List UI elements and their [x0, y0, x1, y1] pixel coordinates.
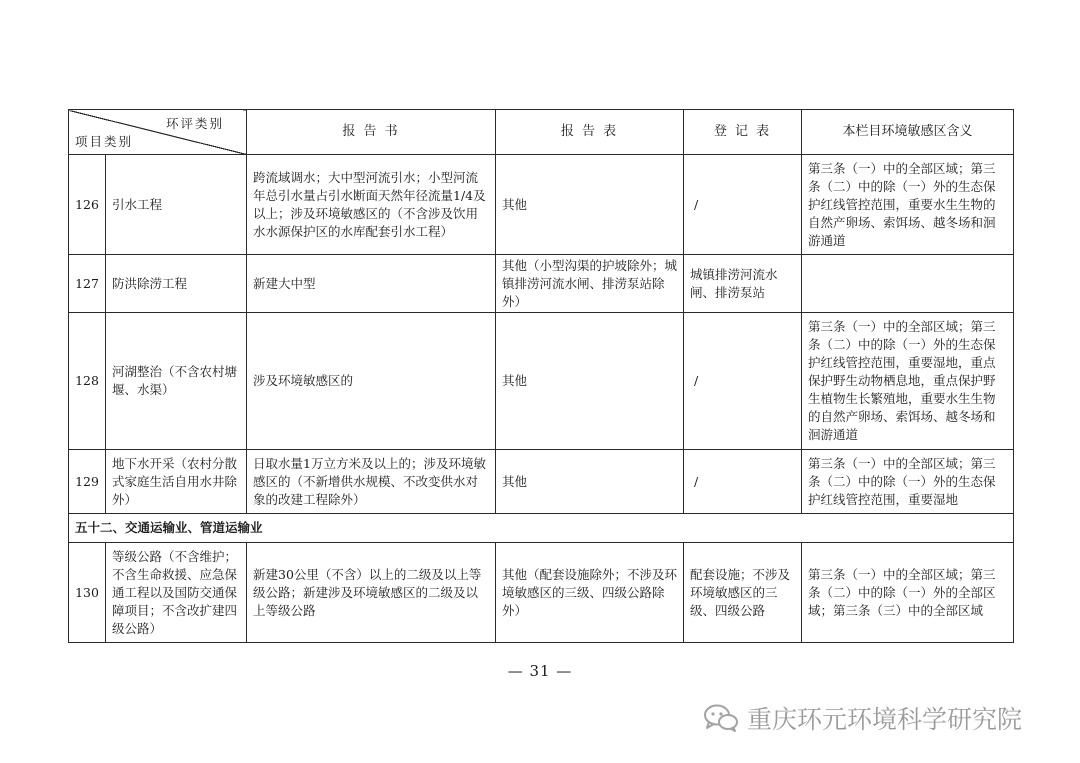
- row-number: 127: [69, 255, 106, 313]
- row-register-form: /: [684, 313, 802, 450]
- header-assessment-category: 环评类别: [165, 116, 224, 131]
- row-category: 地下水开采（农村分散式家庭生活自用水井除外）: [106, 450, 247, 514]
- row-number: 126: [69, 155, 106, 255]
- section-row: [69, 514, 1014, 543]
- header-report-form: 报 告 表: [496, 110, 684, 155]
- row-number: 128: [69, 313, 106, 450]
- watermark-text: 重庆环元环境科学研究院: [747, 705, 1023, 734]
- row-report-book: 新建大中型: [247, 255, 496, 313]
- row-register-form: 城镇排涝河流水闸、排涝泵站: [684, 255, 802, 313]
- header-report-book: 报 告 书: [247, 110, 496, 155]
- wechat-icon: [703, 703, 739, 733]
- header-register-form: 登 记 表: [684, 110, 802, 155]
- row-report-book: 日取水量1万立方米及以上的；涉及环境敏感区的（不新增供水规模、不改变供水对象的改建工程除外）: [247, 450, 496, 514]
- row-report-form: 其他（小型沟渠的护坡除外；城镇排涝河流水闸、排涝泵站除外）: [496, 255, 684, 313]
- row-category: 防洪除涝工程: [106, 255, 247, 313]
- row-sensitive-area: 第三条（一）中的全部区域；第三条（二）中的除（一）外的生态保护红线管控范围，重要湿地: [802, 450, 1014, 514]
- watermark: [703, 700, 1022, 736]
- table-row: [69, 313, 1014, 450]
- header-sensitive-area: 本栏目环境敏感区含义: [802, 110, 1014, 155]
- row-category: 河湖整治（不含农村塘堰、水渠）: [106, 313, 247, 450]
- row-report-book: 跨流域调水；大中型河流引水；小型河流年总引水量占引水断面天然年径流量1/4及以上；涉及环境敏感区的（不含涉及饮用水水源保护区的水库配套引水工程）: [247, 155, 496, 255]
- row-sensitive-area: [802, 255, 1014, 313]
- table-row: [69, 543, 1014, 643]
- row-sensitive-area: 第三条（一）中的全部区域；第三条（二）中的除（一）外的全部区域；第三条（三）中的全部区域: [802, 543, 1014, 643]
- page-number: — 31 —: [507, 662, 573, 680]
- row-sensitive-area: 第三条（一）中的全部区域；第三条（二）中的除（一）外的生态保护红线管控范围，重要湿地，重点保护野生动物栖息地，重点保护野生植物生长繁殖地，重要水生生物的自然产卵场、索饵场、越冬场和洄游通道: [802, 313, 1014, 450]
- environmental-assessment-table: [68, 109, 1014, 643]
- row-report-form: 其他: [496, 155, 684, 255]
- table-row: [69, 155, 1014, 255]
- row-report-form: 其他: [496, 450, 684, 514]
- row-register-form: /: [684, 450, 802, 514]
- document-page: [68, 109, 1013, 643]
- table-row: [69, 255, 1014, 313]
- row-report-book: 新建30公里（不含）以上的二级及以上等级公路；新建涉及环境敏感区的二级及以上等级公路: [247, 543, 496, 643]
- row-category: 等级公路（不含维护；不含生命救援、应急保通工程以及国防交通保障项目；不含改扩建四级公路）: [106, 543, 247, 643]
- row-report-form: 其他（配套设施除外；不涉及环境敏感区的三级、四级公路除外）: [496, 543, 684, 643]
- row-register-form: /: [684, 155, 802, 255]
- table-row: [69, 450, 1014, 514]
- header-project-category: 项目类别: [75, 134, 134, 149]
- row-register-form: 配套设施；不涉及环境敏感区的三级、四级公路: [684, 543, 802, 643]
- row-report-book: 涉及环境敏感区的: [247, 313, 496, 450]
- diagonal-header-cell: [69, 110, 247, 155]
- row-number: 129: [69, 450, 106, 514]
- row-report-form: 其他: [496, 313, 684, 450]
- section-heading: 五十二、交通运输业、管道运输业: [69, 514, 1014, 543]
- row-number: 130: [69, 543, 106, 643]
- row-sensitive-area: 第三条（一）中的全部区域；第三条（二）中的除（一）外的生态保护红线管控范围，重要水生生物的自然产卵场、索饵场、越冬场和洄游通道: [802, 155, 1014, 255]
- table-header-row: [69, 110, 1014, 155]
- row-category: 引水工程: [106, 155, 247, 255]
